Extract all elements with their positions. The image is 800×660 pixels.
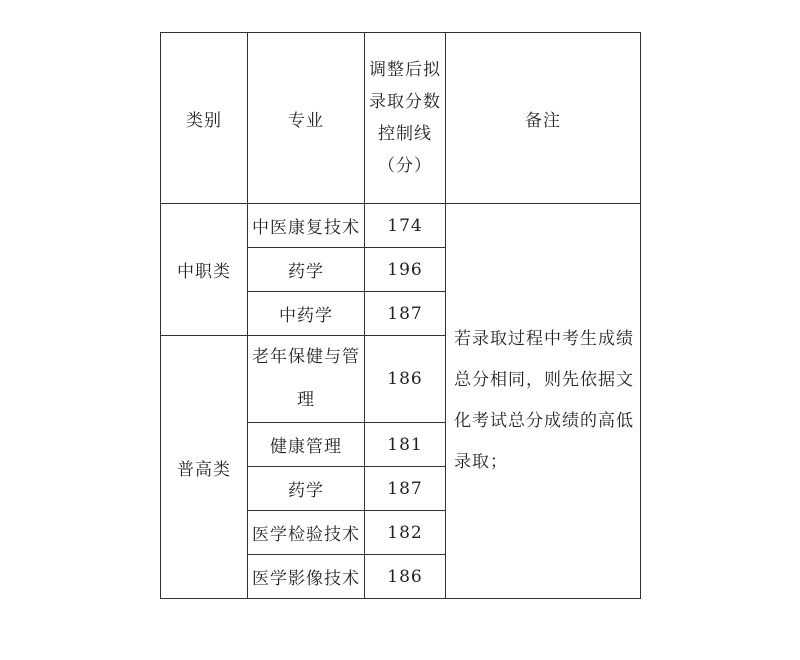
score-cell: 182 [365,511,446,555]
score-cell: 187 [365,292,446,336]
major-cell: 中药学 [248,292,365,336]
score-cell: 186 [365,555,446,599]
major-cell: 中医康复技术 [248,204,365,248]
table-row [161,204,641,248]
admission-score-table [160,32,641,599]
header-note: 备注 [446,33,641,204]
header-major: 专业 [248,33,365,204]
major-cell: 药学 [248,248,365,292]
score-cell: 186 [365,336,446,423]
header-category: 类别 [161,33,248,204]
score-cell: 174 [365,204,446,248]
header-row [161,33,641,204]
score-cell: 196 [365,248,446,292]
major-cell: 老年保健与管理 [248,336,365,423]
score-cell: 181 [365,423,446,467]
category-cell: 中职类 [161,204,248,336]
major-cell: 医学影像技术 [248,555,365,599]
note-cell: 若录取过程中考生成绩总分相同，则先依据文化考试总分成绩的高低录取； [446,204,641,599]
major-cell: 健康管理 [248,423,365,467]
major-cell: 医学检验技术 [248,511,365,555]
score-cell: 187 [365,467,446,511]
major-cell: 药学 [248,467,365,511]
category-cell: 普高类 [161,336,248,599]
header-score: 调整后拟录取分数控制线（分） [365,33,446,204]
admission-score-table-container [160,32,641,599]
